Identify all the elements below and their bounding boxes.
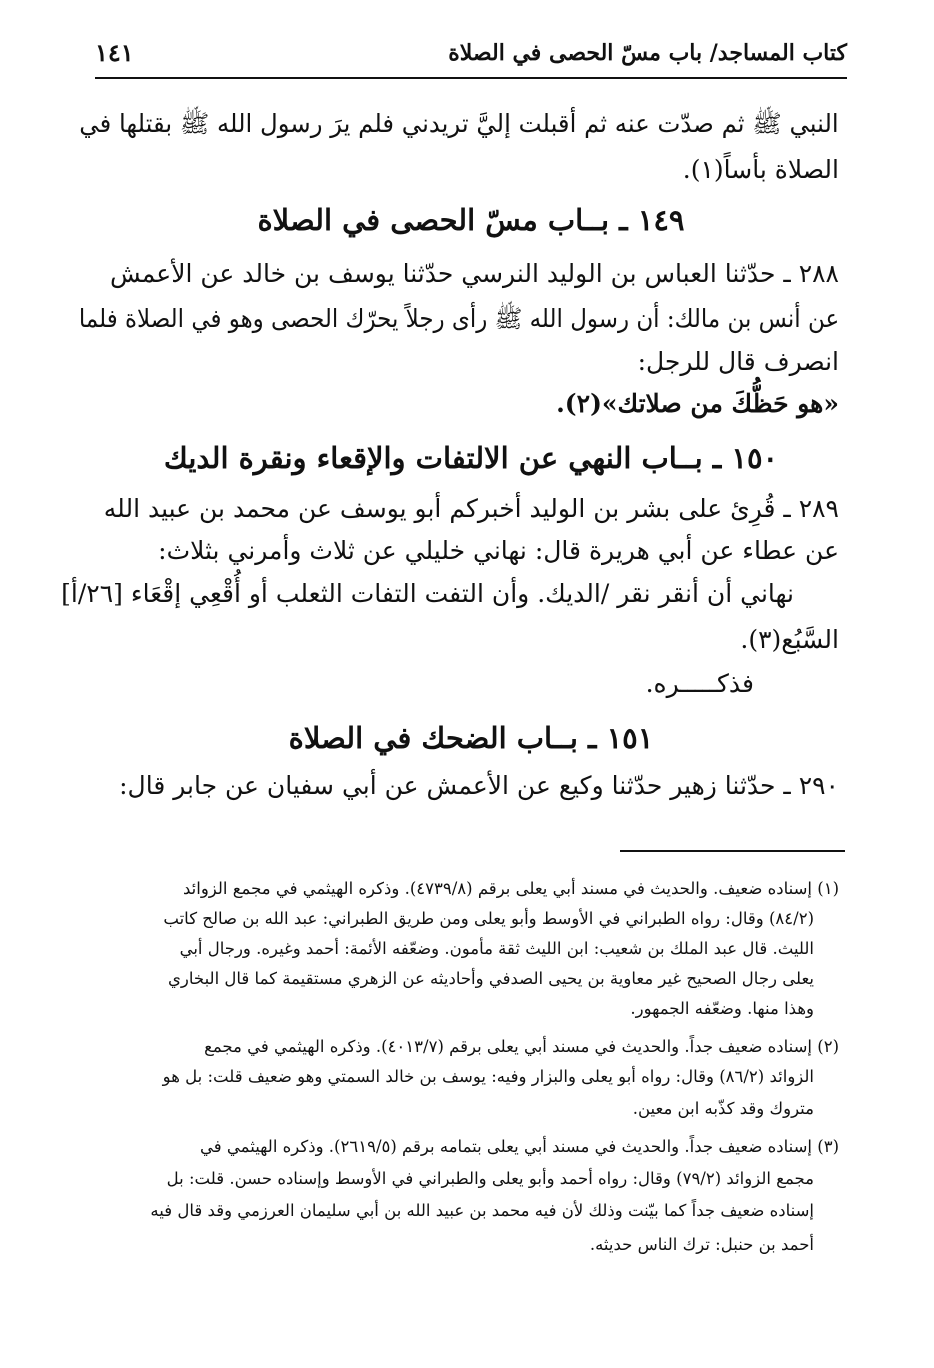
footnote-2-line: الزوائد (٨٦/٢) وقال: رواه أبو يعلى والبزار وفيه: يوسف بن خالد السمتي وهو ضعيف قلت: بل هو	[162, 1067, 814, 1086]
hadith-289-line: ٢٨٩ ـ قُرِئ على بشر بن الوليد أخبركم أبو يوسف عن محمد بن عبيد الله	[103, 494, 839, 523]
hadith-289-line: فذكـــــره.	[645, 669, 754, 698]
chapter-heading-150: ١٥٠ ـ بــاب النهي عن الالتفات والإقعاء ونقرة الديك	[163, 441, 779, 475]
chapter-heading-151: ١٥١ ـ بــاب الضحك في الصلاة	[288, 721, 654, 755]
chapter-heading-149: ١٤٩ ـ بــاب مسّ الحصى في الصلاة	[257, 203, 685, 237]
hadith-288-line: انصرف قال للرجل:	[637, 347, 839, 376]
hadith-289-line: السَّبُع(٣).	[740, 625, 839, 654]
hadith-289-line: عن عطاء عن أبي هريرة قال: نهاني خليلي عن ثلاث وأمرني بثلاث:	[158, 536, 839, 565]
hadith-288-line: ٢٨٨ ـ حدّثنا العباس بن الوليد النرسي حدّثنا يوسف بن خالد عن الأعمش	[109, 259, 839, 288]
footnote-2-line: (٢) إسناده ضعيف جداً. والحديث في مسند أبي يعلى برقم (٤٠١٣/٧). وذكره الهيثمي في مجمع	[204, 1037, 839, 1056]
footnote-1-line: وهذا منها. وضعّفه الجمهور.	[630, 999, 814, 1018]
footnote-rule	[620, 850, 845, 852]
running-header	[95, 36, 847, 76]
hadith-290-line: ٢٩٠ ـ حدّثنا زهير حدّثنا وكيع عن الأعمش عن أبي سفيان عن جابر قال:	[119, 771, 839, 800]
footnote-1-line: (١) إسناده ضعيف. والحديث في مسند أبي يعلى برقم (٤٧٣٩/٨). وذكره الهيثمي في مجمع الزوائد	[183, 879, 839, 898]
header-rule	[95, 77, 847, 79]
footnote-3-line: مجمع الزوائد (٧٩/٢) وقال: رواه أحمد وأبو يعلى والطبراني في الأوسط وإسناده حسن. قلت: بل	[166, 1169, 814, 1188]
page-number: ١٤١	[95, 38, 134, 67]
footnote-2-line: متروك وقد كذّبه ابن معين.	[632, 1099, 814, 1118]
footnote-3-line: إسناده ضعيف جداً كما بيّنت وذلك لأن فيه محمد بن عبيد الله بن أبي سليمان العرزمي وقد قال فيه	[150, 1201, 814, 1220]
hadith-289-line: نهاني أن أنقر نقر /الديك. وأن التفت التفات الثعلب أو أُقْعِي إقْعَاء [٢٦/أ]	[61, 579, 794, 608]
hadith-288-line: عن أنس بن مالك: أن رسول الله ﷺ رأى رجلاً يحرّك الحصى وهو في الصلاة فلما	[78, 304, 839, 333]
footnote-1-line: (٨٤/٢) وقال: رواه الطبراني في الأوسط وأبو يعلى ومن طريق الطبراني: عبد الله بن صالح كاتب	[163, 909, 814, 928]
footnote-1-line: يعلى رجال الصحيح غير معاوية بن يحيى الصدفي وأحاديثه عن الزهري مستقيمة كما قال البخاري	[168, 969, 814, 988]
footnote-3-line: (٣) إسناده ضعيف جداً. والحديث في مسند أبي يعلى بتمامه برقم (٢٦١٩/٥). وذكره الهيثمي في	[200, 1137, 839, 1156]
body-line: الصلاة بأساً(١).	[682, 155, 839, 184]
hadith-288-quote: «هو حَظُّكَ من صلاتك»(٢).	[556, 389, 839, 418]
footnote-1-line: الليث. قال عبد الملك بن شعيب: ابن الليث ثقة مأمون. وضعّفه الأئمة: أحمد وغيره. ورجال أبي	[179, 939, 814, 958]
footnote-3-line: أحمد بن حنبل: ترك الناس حديثه.	[589, 1235, 814, 1254]
body-line: النبي ﷺ ثم صدّت عنه ثم أقبلت إليَّ تريدني فلم يرَ رسول الله ﷺ بقتلها في	[79, 109, 839, 138]
running-title: كتاب المساجد/ باب مسّ الحصى في الصلاة	[448, 40, 847, 66]
